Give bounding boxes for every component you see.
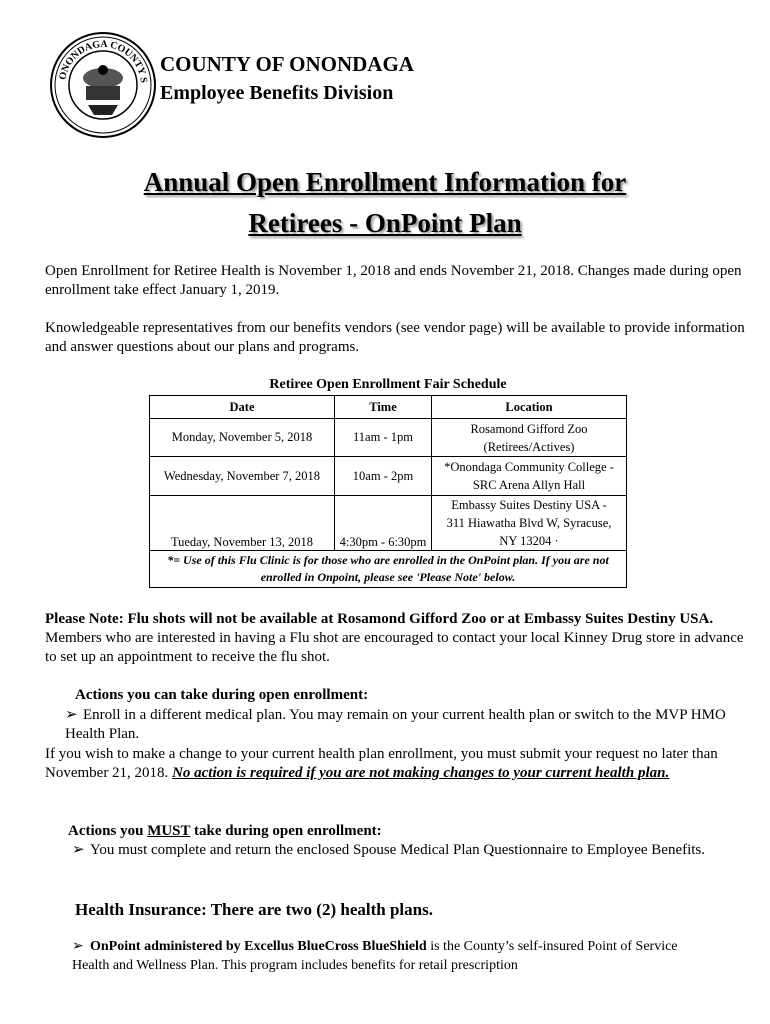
- svg-text:ONONDAGA COUNTY SEAL: ONONDAGA COUNTY S: [57, 38, 149, 84]
- please-note-text: Members who are interested in having a Flu shot are encouraged to contact your local Kinney Drug store in advance to set up an appointment to receive the flu shot.: [45, 630, 744, 665]
- intro-paragraph-1: Open Enrollment for Retiree Health is November 1, 2018 and ends November 21, 2018. Changes made during open enrollment take effect January 1, 2019.: [45, 263, 742, 298]
- location-line: Rosamond Gifford Zoo: [470, 421, 588, 436]
- column-header-time: Time: [335, 396, 432, 419]
- intro-paragraph-2: Knowledgeable representatives from our benefits vendors (see vendor page) will be available to provide information and answer questions about our plans and programs.: [45, 320, 745, 355]
- actions-can-text: If you wish to make a change to your current health plan enrollment, you must submit your request no later than November 21, 2018.: [45, 746, 718, 781]
- column-header-location: Location: [432, 396, 627, 419]
- location-line: SRC Arena Allyn Hall: [472, 478, 586, 492]
- actions-can-bullet-text: Enroll in a different medical plan. You may remain on your current health plan or switch to the MVP HMO Health Plan.: [65, 707, 726, 742]
- table-row: [150, 457, 627, 496]
- cell-time: 10am - 2pm: [335, 457, 432, 496]
- division-name: Employee Benefits Division: [160, 82, 394, 104]
- onpoint-plan-description: is the County’s self-insured Point of Service Health and Wellness Plan. This program includes benefits for retail prescription: [72, 939, 678, 973]
- table-footnote-row: [150, 551, 627, 588]
- actions-must-bullet: [72, 841, 732, 860]
- cell-location: [432, 419, 627, 457]
- organization-name: COUNTY OF ONONDAGA: [160, 52, 414, 76]
- actions-must-heading-post: take during open enrollment:: [190, 823, 382, 839]
- actions-can-paragraph: [45, 745, 745, 783]
- table-header-row: [150, 396, 627, 419]
- location-line: (Retirees/Actives): [483, 439, 575, 454]
- cell-date: Wednesday, November 7, 2018: [150, 457, 335, 496]
- actions-must-bullet-text: You must complete and return the enclosed Spouse Medical Plan Questionnaire to Employee Benefits.: [90, 842, 706, 858]
- arrow-bullet-icon: ➢: [72, 842, 85, 858]
- location-line: Embassy Suites Destiny USA -: [451, 498, 607, 512]
- location-line: 311 Hiawatha Blvd W, Syracuse,: [446, 516, 612, 530]
- cell-time: 4:30pm - 6:30pm: [335, 496, 432, 551]
- must-emphasis: MUST: [147, 823, 191, 839]
- please-note-bold: Please Note: Flu shots will not be available at Rosamond Gifford Zoo or at Embassy Suites Destiny USA.: [45, 611, 714, 627]
- actions-must-heading: [68, 822, 768, 841]
- page-title-line2: Retirees - OnPoint Plan: [248, 208, 522, 238]
- actions-can-bullet: [65, 706, 735, 744]
- onpoint-plan-name: OnPoint administered by Excellus BlueCross BlueShield: [90, 939, 427, 954]
- schedule-caption: Retiree Open Enrollment Fair Schedule: [269, 377, 507, 392]
- cell-date: Tueday, November 13, 2018: [150, 496, 335, 551]
- health-insurance-heading: Health Insurance: There are two (2) health plans.: [75, 900, 433, 919]
- arrow-bullet-icon: ➢: [72, 939, 84, 954]
- health-plan-bullet: [72, 937, 712, 975]
- location-line: *Onondaga Community College -: [444, 460, 614, 474]
- column-header-date: Date: [150, 396, 335, 419]
- cell-location: [432, 457, 627, 496]
- county-seal-logo: [48, 30, 158, 140]
- actions-must-heading-pre: Actions you: [68, 823, 148, 839]
- actions-can-heading: Actions you can take during open enrollment:: [75, 687, 369, 703]
- enrollment-fair-schedule-table: [149, 395, 627, 588]
- arrow-bullet-icon: ➢: [65, 707, 78, 723]
- cell-time: 11am - 1pm: [335, 419, 432, 457]
- table-footnote: *= Use of this Flu Clinic is for those who are enrolled in the OnPoint plan. If you are not enrolled in Onpoint, please see 'Please Note' below.: [150, 551, 627, 588]
- please-note-paragraph: [45, 610, 745, 667]
- location-line: NY 13204 ·: [499, 534, 559, 548]
- cell-date: Monday, November 5, 2018: [150, 419, 335, 457]
- table-row: [150, 496, 627, 551]
- no-action-emphasis: No action is required if you are not making changes to your current health plan.: [172, 765, 670, 781]
- page-title-line1: Annual Open Enrollment Information for: [143, 167, 627, 197]
- cell-location: [432, 496, 627, 551]
- table-row: [150, 419, 627, 457]
